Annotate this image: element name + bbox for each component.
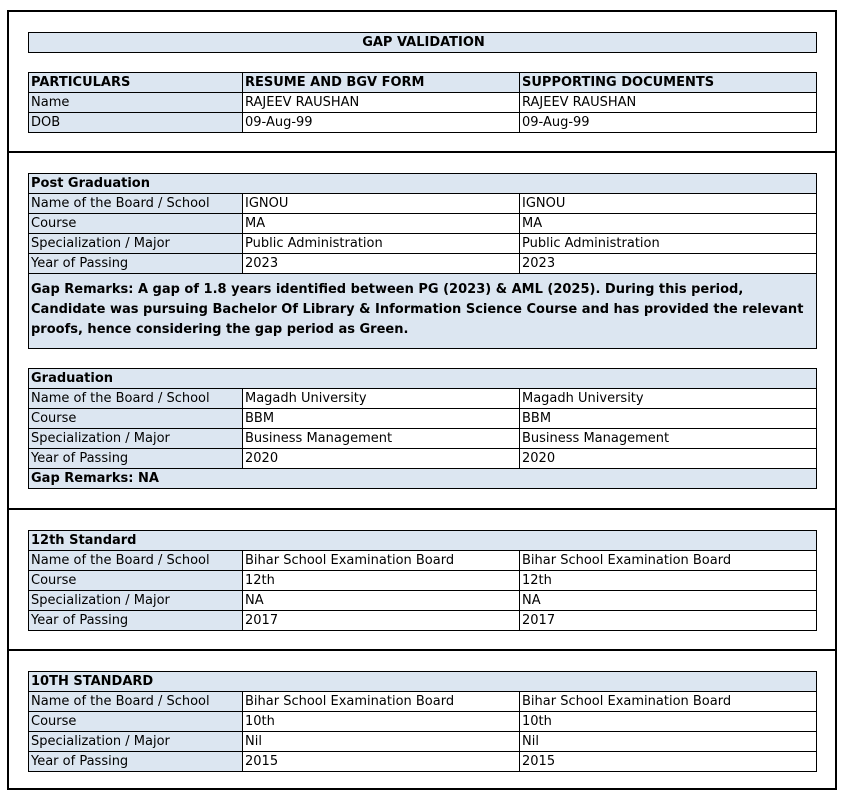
row-label: Course — [29, 214, 243, 234]
row-label: Year of Passing — [29, 752, 243, 772]
document-value: 09-Aug-99 — [520, 113, 817, 133]
document-value: MA — [520, 214, 817, 234]
document-value: Public Administration — [520, 234, 817, 254]
resume-value: 2020 — [243, 449, 520, 469]
section-heading: 10TH STANDARD — [29, 672, 817, 692]
twelfth-standard-table — [28, 530, 817, 631]
row-label: Specialization / Major — [29, 234, 243, 254]
table-row — [29, 234, 817, 254]
section-heading: 12th Standard — [29, 531, 817, 551]
resume-value: IGNOU — [243, 194, 520, 214]
table-row — [29, 389, 817, 409]
resume-value: BBM — [243, 409, 520, 429]
document-value: 2020 — [520, 449, 817, 469]
row-label: DOB — [29, 113, 243, 133]
row-label: Course — [29, 712, 243, 732]
table-row — [29, 93, 817, 113]
row-label: Specialization / Major — [29, 591, 243, 611]
table-row — [29, 194, 817, 214]
resume-value: RAJEEV RAUSHAN — [243, 93, 520, 113]
resume-value: 2015 — [243, 752, 520, 772]
table-row — [29, 692, 817, 712]
row-label: Course — [29, 409, 243, 429]
resume-value: Business Management — [243, 429, 520, 449]
column-header-particulars: PARTICULARS — [29, 73, 243, 93]
document-value: Bihar School Examination Board — [520, 692, 817, 712]
document-value: BBM — [520, 409, 817, 429]
document-value: Business Management — [520, 429, 817, 449]
table-row — [29, 611, 817, 631]
section-heading: Graduation — [29, 369, 817, 389]
document-value: NA — [520, 591, 817, 611]
table-row — [29, 712, 817, 732]
gap-remarks: Gap Remarks: NA — [29, 469, 817, 489]
resume-value: 10th — [243, 712, 520, 732]
document-value: RAJEEV RAUSHAN — [520, 93, 817, 113]
title-table — [28, 32, 817, 53]
resume-value: 2017 — [243, 611, 520, 631]
row-label: Year of Passing — [29, 611, 243, 631]
table-row — [29, 732, 817, 752]
document-value: 2017 — [520, 611, 817, 631]
document-value: 10th — [520, 712, 817, 732]
row-label: Specialization / Major — [29, 732, 243, 752]
document-value: 2015 — [520, 752, 817, 772]
document-value: 12th — [520, 571, 817, 591]
section-divider — [7, 649, 837, 651]
page-title: GAP VALIDATION — [29, 33, 817, 53]
table-row — [29, 571, 817, 591]
post-graduation-table — [28, 173, 817, 349]
resume-value: Public Administration — [243, 234, 520, 254]
document-value: Nil — [520, 732, 817, 752]
resume-value: 12th — [243, 571, 520, 591]
row-label: Course — [29, 571, 243, 591]
resume-value: Magadh University — [243, 389, 520, 409]
resume-value: Bihar School Examination Board — [243, 692, 520, 712]
row-label: Name — [29, 93, 243, 113]
table-row — [29, 551, 817, 571]
resume-value: 2023 — [243, 254, 520, 274]
column-header-documents: SUPPORTING DOCUMENTS — [520, 73, 817, 93]
row-label: Name of the Board / School — [29, 389, 243, 409]
document-value: Magadh University — [520, 389, 817, 409]
tenth-standard-table — [28, 671, 817, 772]
column-header-row — [29, 73, 817, 93]
particulars-table — [28, 72, 817, 133]
table-row — [29, 449, 817, 469]
table-row — [29, 409, 817, 429]
section-divider — [7, 508, 837, 510]
table-row — [29, 113, 817, 133]
row-label: Year of Passing — [29, 254, 243, 274]
table-row — [29, 254, 817, 274]
document-value: IGNOU — [520, 194, 817, 214]
table-row — [29, 752, 817, 772]
document-value: Bihar School Examination Board — [520, 551, 817, 571]
resume-value: 09-Aug-99 — [243, 113, 520, 133]
resume-value: Nil — [243, 732, 520, 752]
column-header-resume: RESUME AND BGV FORM — [243, 73, 520, 93]
graduation-table — [28, 368, 817, 489]
document-value: 2023 — [520, 254, 817, 274]
table-row — [29, 591, 817, 611]
row-label: Name of the Board / School — [29, 692, 243, 712]
resume-value: NA — [243, 591, 520, 611]
gap-remarks: Gap Remarks: A gap of 1.8 years identified between PG (2023) & AML (2025). During this period, Candidate was pursuing Bachelor Of Library & Information Science Course and has provided the relevant proofs, hence considering the gap period as Green. — [29, 274, 817, 349]
row-label: Year of Passing — [29, 449, 243, 469]
resume-value: MA — [243, 214, 520, 234]
row-label: Name of the Board / School — [29, 194, 243, 214]
row-label: Specialization / Major — [29, 429, 243, 449]
section-heading: Post Graduation — [29, 174, 817, 194]
section-divider — [7, 151, 837, 153]
table-row — [29, 429, 817, 449]
row-label: Name of the Board / School — [29, 551, 243, 571]
table-row — [29, 214, 817, 234]
resume-value: Bihar School Examination Board — [243, 551, 520, 571]
